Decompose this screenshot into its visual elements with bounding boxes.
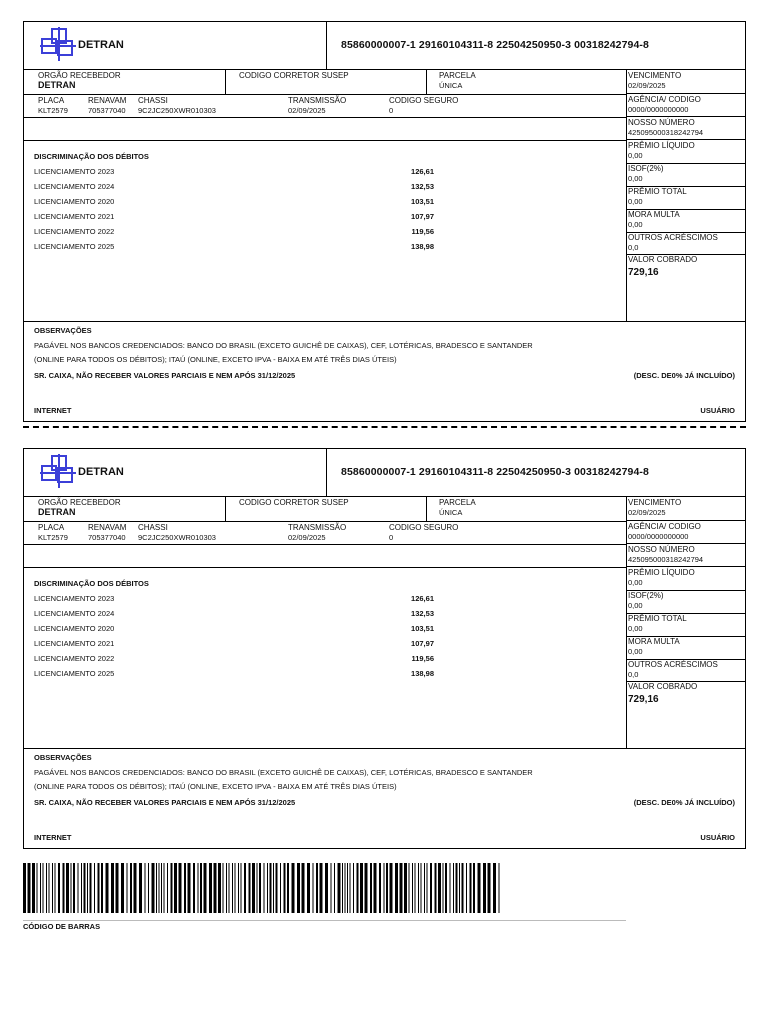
transmissao-value: 02/09/2025 xyxy=(288,106,326,115)
premio-liquido-value: 0,00 xyxy=(628,578,643,587)
chassi-label: CHASSI xyxy=(138,523,168,532)
footer-internet: INTERNET xyxy=(34,406,72,415)
isof-value: 0,00 xyxy=(628,601,643,610)
debit-amount: 107,97 xyxy=(411,212,434,221)
debit-amount: 138,98 xyxy=(411,669,434,678)
debit-row xyxy=(34,227,434,242)
premio-liquido-label: PRÊMIO LÍQUIDO xyxy=(628,141,695,150)
debits-title: DISCRIMINAÇÃO DOS DÉBITOS xyxy=(34,152,149,161)
debit-row xyxy=(34,212,434,227)
debit-name: LICENCIAMENTO 2021 xyxy=(34,212,115,221)
isof-value: 0,00 xyxy=(628,174,643,183)
debit-name: LICENCIAMENTO 2023 xyxy=(34,167,115,176)
chassi-value: 9C2JC250XWR010303 xyxy=(138,533,216,542)
debit-name: LICENCIAMENTO 2021 xyxy=(34,639,115,648)
observacoes-title: OBSERVAÇÕES xyxy=(34,326,92,335)
nosso-numero-value: 425095000318242794 xyxy=(628,128,704,137)
debit-amount: 126,61 xyxy=(411,167,434,176)
premio-liquido-value: 0,00 xyxy=(628,151,643,160)
transmissao-label: TRANSMISSÃO xyxy=(288,523,347,532)
footer-internet: INTERNET xyxy=(34,833,72,842)
valor-cobrado-value: 729,16 xyxy=(628,267,659,278)
seguro-label: CODIGO SEGURO xyxy=(389,96,459,105)
debit-amount: 107,97 xyxy=(411,639,434,648)
orgao-label: ORGÃO RECEBEDOR xyxy=(38,71,121,80)
susep-label: CODIGO CORRETOR SUSEP xyxy=(239,498,349,507)
renavam-label: RENAVAM xyxy=(88,523,127,532)
transmissao-label: TRANSMISSÃO xyxy=(288,96,347,105)
footer-usuario: USUÁRIO xyxy=(700,833,735,842)
payment-slip-1 xyxy=(23,21,746,422)
nosso-numero-label: NOSSO NÚMERO xyxy=(628,118,695,127)
outros-acrescimos-value: 0,0 xyxy=(628,243,639,252)
observacoes-line-1: PAGÁVEL NOS BANCOS CREDENCIADOS: BANCO DO BRASIL (EXCETO GUICHÊ DE CAIXAS), CEF, LOTÉRICAS, BRADESCO E SANTANDER xyxy=(34,768,533,777)
isof-label: ISOF(2%) xyxy=(628,591,664,600)
debit-name: LICENCIAMENTO 2020 xyxy=(34,624,115,633)
mora-multa-label: MORA MULTA xyxy=(628,210,680,219)
debit-amount: 132,53 xyxy=(411,182,434,191)
chassi-value: 9C2JC250XWR010303 xyxy=(138,106,216,115)
transmissao-value: 02/09/2025 xyxy=(288,533,326,542)
debit-name: LICENCIAMENTO 2024 xyxy=(34,182,115,191)
parcela-label: PARCELA xyxy=(439,71,476,80)
outros-acrescimos-label: OUTROS ACRÉSCIMOS xyxy=(628,660,718,669)
premio-liquido-label: PRÊMIO LÍQUIDO xyxy=(628,568,695,577)
observacoes-title: OBSERVAÇÕES xyxy=(34,753,92,762)
desconto-note: (DESC. DE0% JÁ INCLUÍDO) xyxy=(633,371,735,380)
debit-row xyxy=(34,669,434,684)
renavam-value: 705377040 xyxy=(88,106,126,115)
placa-value: KLT2579 xyxy=(38,106,68,115)
brand-name: DETRAN xyxy=(78,39,124,51)
debit-row xyxy=(34,197,434,212)
debit-name: LICENCIAMENTO 2025 xyxy=(34,242,115,251)
barcode-label: CÓDIGO DE BARRAS xyxy=(23,922,101,931)
debit-name: LICENCIAMENTO 2023 xyxy=(34,594,115,603)
desconto-note: (DESC. DE0% JÁ INCLUÍDO) xyxy=(633,798,735,807)
seguro-label: CODIGO SEGURO xyxy=(389,523,459,532)
seguro-value: 0 xyxy=(389,533,394,542)
placa-label: PLACA xyxy=(38,96,65,105)
susep-label: CODIGO CORRETOR SUSEP xyxy=(239,71,349,80)
parcela-label: PARCELA xyxy=(439,498,476,507)
agencia-value: 0000/0000000000 xyxy=(628,532,689,541)
mora-multa-value: 0,00 xyxy=(628,647,643,656)
debit-name: LICENCIAMENTO 2024 xyxy=(34,609,115,618)
vencimento-label: VENCIMENTO xyxy=(628,71,682,80)
caixa-warning: SR. CAIXA, NÃO RECEBER VALORES PARCIAIS E NEM APÓS 31/12/2025 xyxy=(34,371,296,380)
agencia-label: AGÊNCIA/ CODIGO xyxy=(628,522,701,531)
barcode-underline xyxy=(23,920,626,921)
debit-name: LICENCIAMENTO 2025 xyxy=(34,669,115,678)
vencimento-label: VENCIMENTO xyxy=(628,498,682,507)
brand-name: DETRAN xyxy=(78,466,124,478)
seguro-value: 0 xyxy=(389,106,394,115)
chassi-label: CHASSI xyxy=(138,96,168,105)
premio-total-value: 0,00 xyxy=(628,624,643,633)
digitable-line: 85860000007-1 29160104311-8 22504250950-3 00318242794-8 xyxy=(341,39,649,51)
debit-row xyxy=(34,624,434,639)
debit-name: LICENCIAMENTO 2020 xyxy=(34,197,115,206)
agencia-value: 0000/0000000000 xyxy=(628,105,689,114)
debit-amount: 132,53 xyxy=(411,609,434,618)
agencia-label: AGÊNCIA/ CODIGO xyxy=(628,95,701,104)
valor-cobrado-label: VALOR COBRADO xyxy=(628,682,698,691)
premio-total-value: 0,00 xyxy=(628,197,643,206)
orgao-value: DETRAN xyxy=(38,507,76,517)
nosso-numero-label: NOSSO NÚMERO xyxy=(628,545,695,554)
parcela-value: ÚNICA xyxy=(439,81,463,90)
footer-usuario: USUÁRIO xyxy=(700,406,735,415)
orgao-label: ORGÃO RECEBEDOR xyxy=(38,498,121,507)
debits-title: DISCRIMINAÇÃO DOS DÉBITOS xyxy=(34,579,149,588)
mora-multa-value: 0,00 xyxy=(628,220,643,229)
valor-cobrado-value: 729,16 xyxy=(628,694,659,705)
debit-row xyxy=(34,654,434,669)
valor-cobrado-label: VALOR COBRADO xyxy=(628,255,698,264)
mora-multa-label: MORA MULTA xyxy=(628,637,680,646)
debit-amount: 103,51 xyxy=(411,624,434,633)
isof-label: ISOF(2%) xyxy=(628,164,664,173)
nosso-numero-value: 425095000318242794 xyxy=(628,555,704,564)
premio-total-label: PRÊMIO TOTAL xyxy=(628,187,687,196)
debit-row xyxy=(34,609,434,624)
debit-row xyxy=(34,242,434,257)
vencimento-value: 02/09/2025 xyxy=(628,508,666,517)
observacoes-line-2: (ONLINE PARA TODOS OS DÉBITOS); ITAÚ (ONLINE, EXCETO IPVA - BAIXA EM ATÉ TRÊS DIAS ÚTEIS) xyxy=(34,782,397,791)
vencimento-value: 02/09/2025 xyxy=(628,81,666,90)
debit-row xyxy=(34,594,434,609)
debit-row xyxy=(34,639,434,654)
outros-acrescimos-value: 0,0 xyxy=(628,670,639,679)
barcode xyxy=(23,863,503,913)
caixa-warning: SR. CAIXA, NÃO RECEBER VALORES PARCIAIS E NEM APÓS 31/12/2025 xyxy=(34,798,296,807)
observacoes-line-2: (ONLINE PARA TODOS OS DÉBITOS); ITAÚ (ONLINE, EXCETO IPVA - BAIXA EM ATÉ TRÊS DIAS ÚTEIS) xyxy=(34,355,397,364)
renavam-value: 705377040 xyxy=(88,533,126,542)
placa-label: PLACA xyxy=(38,523,65,532)
debit-amount: 103,51 xyxy=(411,197,434,206)
debit-amount: 119,56 xyxy=(411,654,434,663)
detran-logo-icon xyxy=(40,27,76,61)
detran-logo-icon xyxy=(40,454,76,488)
orgao-value: DETRAN xyxy=(38,80,76,90)
observacoes-line-1: PAGÁVEL NOS BANCOS CREDENCIADOS: BANCO DO BRASIL (EXCETO GUICHÊ DE CAIXAS), CEF, LOTÉRICAS, BRADESCO E SANTANDER xyxy=(34,341,533,350)
debit-amount: 138,98 xyxy=(411,242,434,251)
placa-value: KLT2579 xyxy=(38,533,68,542)
debit-amount: 119,56 xyxy=(411,227,434,236)
debit-amount: 126,61 xyxy=(411,594,434,603)
debit-row xyxy=(34,182,434,197)
debit-name: LICENCIAMENTO 2022 xyxy=(34,227,115,236)
outros-acrescimos-label: OUTROS ACRÉSCIMOS xyxy=(628,233,718,242)
debit-name: LICENCIAMENTO 2022 xyxy=(34,654,115,663)
cut-line xyxy=(23,426,746,428)
debit-row xyxy=(34,167,434,182)
payment-slip-2 xyxy=(23,448,746,849)
renavam-label: RENAVAM xyxy=(88,96,127,105)
parcela-value: ÚNICA xyxy=(439,508,463,517)
premio-total-label: PRÊMIO TOTAL xyxy=(628,614,687,623)
digitable-line: 85860000007-1 29160104311-8 22504250950-3 00318242794-8 xyxy=(341,466,649,478)
